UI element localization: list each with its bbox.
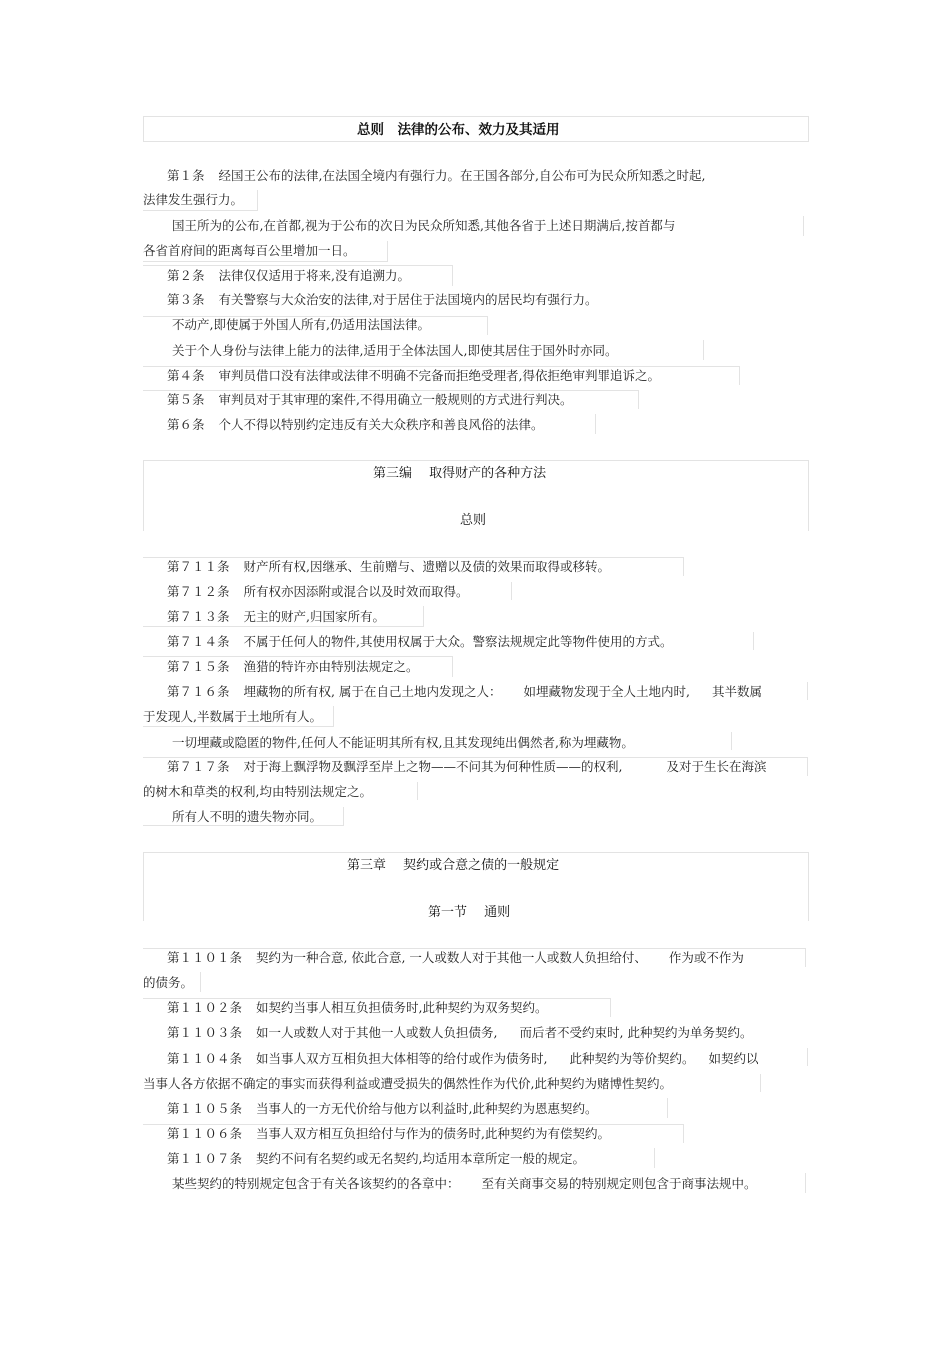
article-5: 第５条 审判员对于其审理的案件,不得用确立一般规则的方式进行判决。 (167, 392, 573, 407)
article-number: 第１１０７条 (167, 1151, 243, 1166)
article-716-cont: 于发现人,半数属于土地所有人。 (143, 709, 322, 724)
article-717: 第７１７条 对于海上飘浮物及飘浮至岸上之物——不问其为何种性质——的权利, 及对于生长在海滨 (167, 759, 767, 774)
article-712: 第７１２条 所有权亦因添附或混合以及时效而取得。 (167, 584, 469, 599)
text-frame (143, 1173, 806, 1193)
article-number: 第１１０３条 (167, 1025, 243, 1040)
article-number: 第１１０４条 (167, 1051, 243, 1066)
article-number: 第７１３条 (167, 609, 230, 624)
text-frame (143, 782, 418, 800)
article-number: 第７１６条 (167, 684, 230, 699)
article-1107: 第１１０７条 契约不问有名契约或无名契约,均适用本章所定一般的规定。 (167, 1151, 585, 1166)
text-frame (143, 1148, 655, 1168)
text-frame (143, 807, 344, 826)
article-6: 第６条 个人不得以特别约定违反有关大众秩序和善良风俗的法律。 (167, 417, 544, 432)
article-number: 第４条 (167, 368, 205, 383)
article-1-para2: 国王所为的公布,在首都,视为于公布的次日为民众所知悉,其他各省于上述日期满后,按首都与 (172, 218, 676, 233)
text-frame (143, 1098, 668, 1118)
text-frame (143, 1048, 808, 1066)
text-frame (143, 216, 804, 236)
article-1107-para2: 某些契约的特别规定包含于有关各该契约的各章中： 至有关商事交易的特别规定则包含于商事法规中。 (172, 1176, 757, 1191)
text-frame (143, 606, 424, 627)
article-714: 第７１４条 不属于任何人的物件,其使用权属于大众。警察法规规定此等物件使用的方式。 (167, 634, 673, 649)
text-frame (143, 1124, 684, 1143)
article-number: 第７１１条 (167, 559, 230, 574)
text-frame (143, 190, 258, 211)
article-1-cont: 法律发生强行力。 (143, 192, 244, 207)
article-1104-cont: 当事人各方依据不确定的事实而获得利益或遭受损失的偶然性作为代价,此种契约为赌博性契约。 (143, 1076, 672, 1091)
text-frame (143, 632, 754, 650)
text-frame (143, 366, 740, 385)
text-frame (143, 316, 488, 335)
article-number: 第２条 (167, 268, 205, 283)
article-number: 第３条 (167, 292, 205, 307)
text-frame (143, 948, 806, 967)
article-717-cont: 的树木和草类的权利,均由特别法规定之。 (143, 784, 372, 799)
article-3-para3: 关于个人身份与法律上能力的法律,适用于全体法国人,即使其居住于国外时亦同。 (172, 343, 618, 358)
text-frame (143, 1074, 761, 1092)
text-frame (143, 582, 512, 600)
text-frame (143, 757, 808, 776)
book-subtitle: 总则 (460, 513, 487, 528)
article-number: 第１１０２条 (167, 1000, 243, 1015)
article-number: 第７１７条 (167, 759, 230, 774)
text-frame (143, 340, 704, 360)
article-number: 第１１０５条 (167, 1101, 243, 1116)
article-1105: 第１１０５条 当事人的一方无代价给与他方以利益时,此种契约为恩惠契约。 (167, 1101, 598, 1116)
article-1104: 第１１０４条 如当事人双方互相负担大体相等的给付或作为债务时, 此种契约为等价契约。 如契约以 (167, 1051, 759, 1066)
article-1102: 第１１０２条 如契约当事人相互负担债务时,此种契约为双务契约。 (167, 1000, 548, 1015)
article-number: 第５条 (167, 392, 205, 407)
chapter-title: 第三章 契约或合意之债的一般规定 (347, 858, 560, 873)
text-frame (143, 732, 732, 750)
article-number: 第６条 (167, 417, 205, 432)
section-title: 总则 法律的公布、效力及其适用 (357, 122, 560, 138)
text-frame (143, 682, 808, 700)
text-frame (143, 998, 611, 1017)
article-2: 第２条 法律仅仅适用于将来,没有追溯力。 (167, 268, 410, 283)
book-title: 第三编 取得财产的各种方法 (373, 466, 547, 481)
article-715: 第７１５条 渔猎的特许亦由特别法规定之。 (167, 659, 419, 674)
article-number: 第７１４条 (167, 634, 230, 649)
article-717-para2: 所有人不明的遗失物亦同。 (172, 809, 323, 824)
section-subtitle: 第一节 通则 (428, 905, 511, 920)
text-frame (143, 265, 453, 286)
article-716-para2: 一切埋藏或隐匿的物件,任何人不能证明其所有权,且其发现纯出偶然者,称为埋藏物。 (172, 735, 634, 750)
text-frame (143, 972, 201, 992)
article-number: 第１１０６条 (167, 1126, 243, 1141)
article-1103: 第１１０３条 如一人或数人对于其他一人或数人负担债务, 而后者不受约束时, 此种契约为单务契约。 (167, 1025, 753, 1040)
article-4: 第４条 审判员借口没有法律或法律不明确不完备而拒绝受理者,得依拒绝审判罪追诉之。 (167, 368, 660, 383)
text-frame (143, 656, 453, 677)
text-frame (143, 414, 596, 434)
article-716: 第７１６条 埋藏物的所有权, 属于在自己土地内发现之人： 如埋藏物发现于全人土地内时, 其半数属 (167, 684, 762, 699)
article-number: 第７１５条 (167, 659, 230, 674)
article-1101: 第１１０１条 契约为一种合意, 依此合意, 一人或数人对于其他一人或数人负担给付、 作为或不作为 (167, 950, 744, 965)
article-3-para2: 不动产,即使属于外国人所有,仍适用法国法律。 (172, 317, 430, 332)
text-frame (143, 390, 639, 409)
article-1101-cont: 的债务。 (143, 975, 194, 990)
text-frame (143, 706, 334, 727)
article-1-para2-cont: 各省首府间的距离每百公里增加一日。 (143, 243, 356, 258)
article-713: 第７１３条 无主的财产,归国家所有。 (167, 609, 385, 624)
article-3: 第３条 有关警察与大众治安的法律,对于居住于法国境内的居民均有强行力。 (167, 292, 598, 307)
article-711: 第７１１条 财产所有权,因继承、生前赠与、遗赠以及债的效果而取得或移转。 (167, 559, 610, 574)
article-number: 第７１２条 (167, 584, 230, 599)
article-number: 第１条 (167, 168, 205, 183)
text-frame (143, 241, 388, 262)
article-1: 第１条 经国王公布的法律,在法国全境内有强行力。在王国各部分,自公布可为民众所知悉之时起, (167, 168, 706, 183)
article-1106: 第１１０６条 当事人双方相互负担给付与作为的债务时,此种契约为有偿契约。 (167, 1126, 610, 1141)
article-number: 第１１０１条 (167, 950, 243, 965)
